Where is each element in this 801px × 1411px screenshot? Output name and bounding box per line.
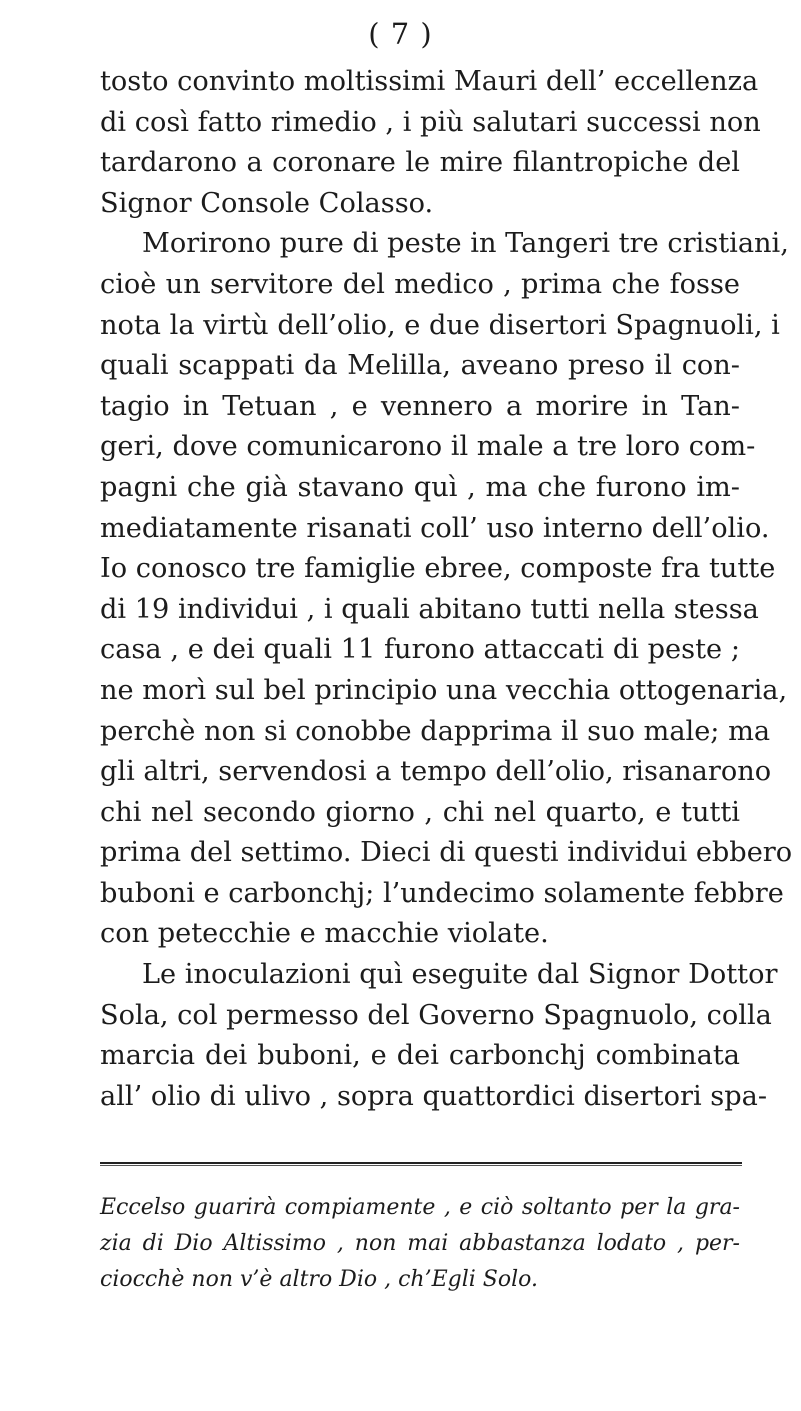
- footnote-line: zia di Dio Altissimo , non mai abbastanza lodato , per-: [100, 1231, 740, 1256]
- text-line: geri, dove comunicarono il male a tre loro com-: [100, 431, 756, 463]
- text-line: tosto convinto moltissimi Mauri dell’ eccellenza: [100, 66, 759, 97]
- text-line: ne morì sul bel principio una vecchia ottogenaria,: [100, 674, 788, 706]
- footnote-line: ciocchè non v’è altro Dio , ch’Egli Solo.: [100, 1267, 538, 1292]
- text-line: buboni e carbonchj; l’undecimo solamente febbre: [100, 877, 784, 909]
- text-line: quali scappati da Melilla, aveano preso il con-: [100, 350, 740, 382]
- text-line: tagio in Tetuan , e vennero a morire in Tan-: [100, 390, 740, 422]
- page-number: ( 7 ): [368, 17, 433, 51]
- text-line: marcia dei buboni, e dei carbonchj combinata: [100, 1040, 740, 1072]
- text-line: di così fatto rimedio , i più salutari successi non: [100, 106, 761, 138]
- text-line: chi nel secondo giorno , chi nel quarto, e tutti: [100, 796, 740, 828]
- text-line: con petecchie e macchie violate.: [100, 918, 549, 950]
- text-line: nota la virtù dell’olio, e due disertori Spagnuoli, i: [100, 309, 780, 341]
- text-line: prima del settimo. Dieci di questi individui ebbero: [100, 837, 793, 869]
- footnote-line: Eccelso guarirà compiamente , e ciò soltanto per la gra-: [100, 1195, 740, 1220]
- text-line: pagni che già stavano quì , ma che furono im-: [100, 471, 740, 503]
- text-line: gli altri, servendosi a tempo dell’olio, risanarono: [100, 756, 772, 788]
- main-text-block: [100, 62, 793, 1117]
- text-line: tardarono a coronare le mire filantropiche del: [100, 147, 740, 179]
- text-line: di 19 individui , i quali abitano tutti nella stessa: [100, 593, 759, 625]
- text-line: all’ olio di ulivo , sopra quattordici disertori spa-: [100, 1080, 768, 1112]
- text-line: Io conosco tre famiglie ebree, composte fra tutte: [100, 553, 776, 585]
- text-line: Signor Console Colasso.: [100, 187, 434, 219]
- text-line: mediatamente risanati coll’ uso interno dell’olio.: [100, 512, 770, 544]
- text-line: cioè un servitore del medico , prima che fosse: [100, 268, 740, 300]
- footnote-divider: [100, 1162, 742, 1164]
- footnote-divider-thin: [100, 1165, 742, 1166]
- text-line: perchè non si conobbe dapprima il suo male; ma: [100, 715, 771, 747]
- paragraph-start-line: Le inoculazioni quì eseguite dal Signor Dottor: [142, 959, 778, 991]
- text-line: Sola, col permesso del Governo Spagnuolo, colla: [100, 999, 772, 1031]
- text-line: casa , e dei quali 11 furono attaccati di peste ;: [100, 634, 740, 666]
- paragraph-start-line: Morirono pure di peste in Tangeri tre cristiani,: [142, 228, 789, 260]
- footnote-block: [100, 1190, 740, 1298]
